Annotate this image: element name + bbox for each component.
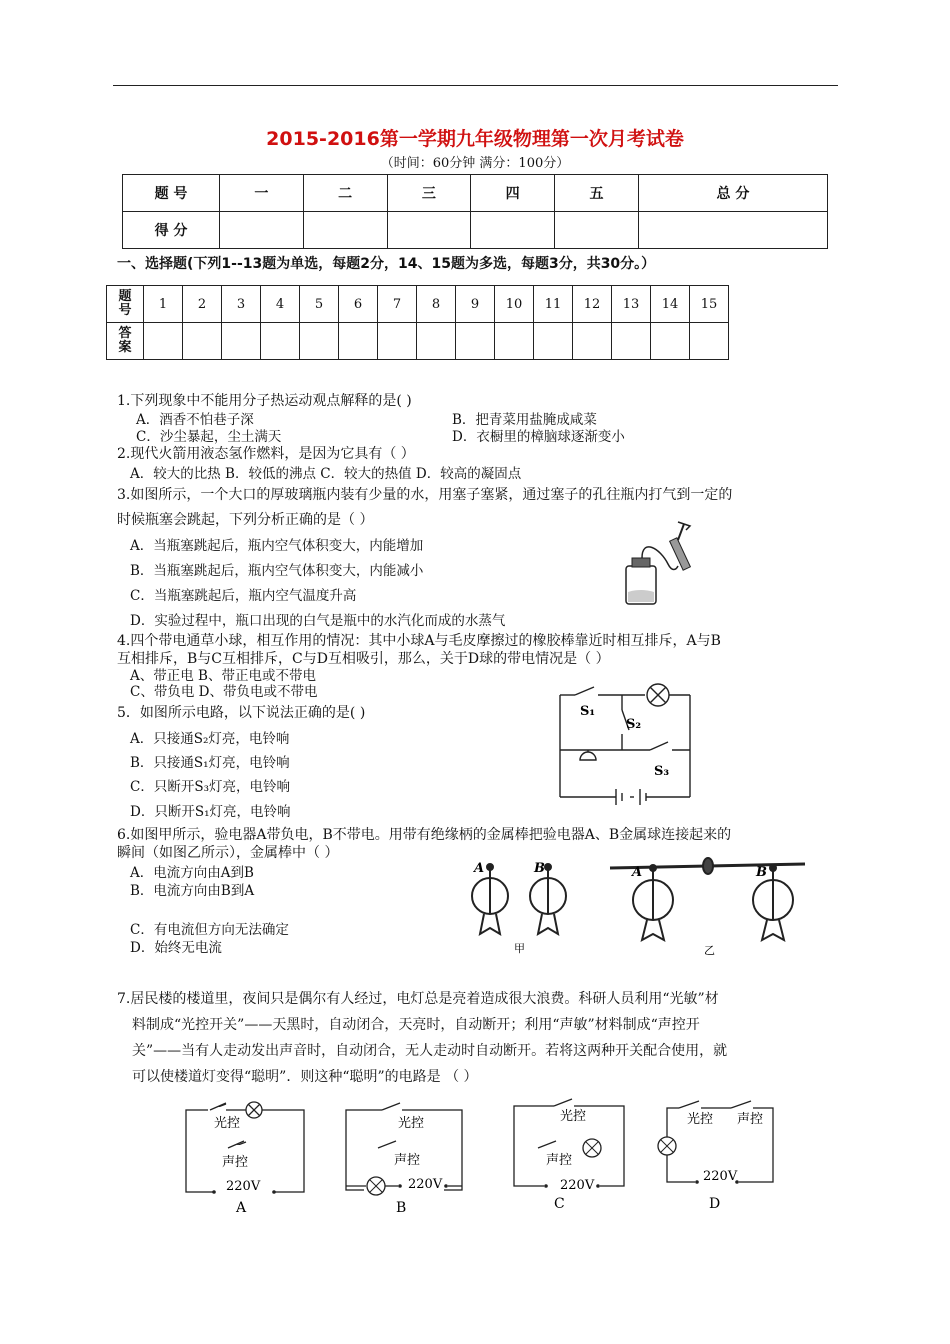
label-text: 题号 bbox=[118, 289, 132, 318]
voltage-label: 220V bbox=[226, 1179, 261, 1194]
light-control-label: 光控 bbox=[687, 1112, 714, 1127]
question-number: 9 bbox=[456, 286, 495, 323]
q1-option-a[interactable]: A．酒香不怕巷子深 bbox=[136, 412, 254, 428]
q3-option-d[interactable]: D．实验过程中，瓶口出现的白气是瓶中的水汽化而成的水蒸气 bbox=[130, 613, 506, 629]
question-number: 8 bbox=[417, 286, 456, 323]
sound-control-label: 声控 bbox=[394, 1153, 421, 1168]
q4-stem-line2: 互相排斥，B与C互相排斥，C与D互相吸引，那么，关于D球的带电情况是（ ） bbox=[117, 651, 610, 667]
score-header: 一 bbox=[220, 175, 304, 212]
score-header: 五 bbox=[555, 175, 639, 212]
light-control-label: 光控 bbox=[214, 1116, 241, 1131]
q3-option-c[interactable]: C．当瓶塞跳起后，瓶内空气温度升高 bbox=[130, 588, 357, 604]
score-cell[interactable] bbox=[555, 212, 639, 249]
q5-option-c[interactable]: C．只断开S₃灯亮，电铃响 bbox=[130, 779, 290, 795]
sound-control-label: 声控 bbox=[546, 1153, 573, 1168]
top-rule bbox=[113, 85, 838, 86]
answer-cell[interactable] bbox=[690, 323, 729, 360]
answer-table-label bbox=[107, 286, 144, 323]
circuit-option-b[interactable] bbox=[340, 1100, 470, 1220]
q6-option-b[interactable]: B．电流方向由B到A bbox=[130, 883, 255, 899]
q7-stem-line2: 料制成“光控开关”——天黑时，自动闭合，天亮时，自动断开；利用“声敏”材料制成“声控开 bbox=[132, 1017, 700, 1033]
score-header: 二 bbox=[303, 175, 387, 212]
question-number: 5 bbox=[300, 286, 339, 323]
voltage-label: 220V bbox=[408, 1177, 443, 1192]
answer-cell[interactable] bbox=[534, 323, 573, 360]
answer-cell[interactable] bbox=[144, 323, 183, 360]
voltage-label: 220V bbox=[560, 1178, 595, 1193]
circuit-option-a[interactable] bbox=[180, 1100, 310, 1220]
switch-label-s2: S₂ bbox=[626, 717, 642, 732]
q6-stem-line2: 瞬间（如图乙所示），金属棒中（ ） bbox=[117, 845, 339, 861]
light-control-label: 光控 bbox=[560, 1109, 587, 1124]
q6-stem-line1: 6.如图甲所示，验电器A带负电，B不带电。用带有绝缘柄的金属棒把验电器A、B金属球连接起来的 bbox=[117, 827, 732, 843]
q5-stem: 5．如图所示电路，以下说法正确的是( ) bbox=[117, 705, 366, 721]
q1-option-b[interactable]: B．把青菜用盐腌成咸菜 bbox=[452, 412, 597, 428]
score-header: 题 号 bbox=[123, 175, 220, 212]
question-number: 7 bbox=[378, 286, 417, 323]
q1-option-d[interactable]: D．衣橱里的樟脑球逐渐变小 bbox=[452, 429, 625, 445]
q6-option-d[interactable]: D．始终无电流 bbox=[130, 940, 222, 956]
score-cell[interactable] bbox=[303, 212, 387, 249]
score-header: 三 bbox=[387, 175, 471, 212]
q5-option-b[interactable]: B．只接通S₁灯亮，电铃响 bbox=[130, 755, 290, 771]
q4-options-cd[interactable]: C、带负电 D、带负电或不带电 bbox=[130, 684, 318, 700]
score-header: 总 分 bbox=[638, 175, 827, 212]
circuit-option-c[interactable] bbox=[508, 1098, 633, 1218]
answer-cell[interactable] bbox=[378, 323, 417, 360]
circuit-letter: A bbox=[236, 1200, 247, 1216]
light-control-label: 光控 bbox=[398, 1116, 425, 1131]
switch-label-s3: S₃ bbox=[654, 764, 670, 779]
exam-info: （时间：60分钟 满分：100分） bbox=[380, 156, 570, 171]
fig-caption-yi: 乙 bbox=[704, 944, 715, 957]
fig-label-b2: B bbox=[756, 865, 767, 880]
q6-option-c[interactable]: C．有电流但方向无法确定 bbox=[130, 922, 289, 938]
fig-label-a2: A bbox=[632, 865, 643, 880]
q3-stem-line2: 时候瓶塞会跳起，下列分析正确的是（ ） bbox=[117, 512, 374, 528]
q3-option-b[interactable]: B．当瓶塞跳起后，瓶内空气体积变大，内能减小 bbox=[130, 563, 424, 579]
q7-stem-line3: 关”——当有人走动发出声音时，自动闭合，无人走动时自动断开。若将这两种开关配合使用，就 bbox=[132, 1043, 728, 1059]
sound-control-label: 声控 bbox=[222, 1155, 249, 1170]
q1-option-c[interactable]: C．沙尘暴起，尘土满天 bbox=[136, 429, 282, 445]
answer-cell[interactable] bbox=[573, 323, 612, 360]
answer-cell[interactable] bbox=[456, 323, 495, 360]
electroscope-figure bbox=[460, 852, 810, 957]
score-cell[interactable] bbox=[220, 212, 304, 249]
q7-stem-line4: 可以使楼道灯变得“聪明”．则这种“聪明”的电路是 （ ） bbox=[132, 1069, 478, 1085]
q5-circuit-diagram bbox=[550, 680, 700, 805]
q3-option-a[interactable]: A．当瓶塞跳起后，瓶内空气体积变大，内能增加 bbox=[130, 538, 424, 554]
answer-cell[interactable] bbox=[417, 323, 456, 360]
answer-table-label bbox=[107, 323, 144, 360]
score-row-label: 得 分 bbox=[123, 212, 220, 249]
q7-stem-line1: 7.居民楼的楼道里，夜间只是偶尔有人经过，电灯总是亮着造成很大浪费。科研人员利用“光敏”材 bbox=[117, 991, 719, 1007]
answer-table bbox=[106, 285, 729, 360]
score-cell[interactable] bbox=[471, 212, 555, 249]
fig-label-b: B bbox=[534, 861, 545, 876]
score-header: 四 bbox=[471, 175, 555, 212]
circuit-letter: B bbox=[396, 1200, 407, 1216]
circuit-letter: C bbox=[554, 1196, 565, 1212]
answer-cell[interactable] bbox=[612, 323, 651, 360]
question-number: 11 bbox=[534, 286, 573, 323]
answer-cell[interactable] bbox=[261, 323, 300, 360]
answer-cell[interactable] bbox=[222, 323, 261, 360]
q5-option-a[interactable]: A．只接通S₂灯亮，电铃响 bbox=[130, 731, 290, 747]
fig-caption-jia: 甲 bbox=[514, 942, 525, 955]
bottle-pump-figure bbox=[620, 518, 700, 608]
question-number: 14 bbox=[651, 286, 690, 323]
score-cell[interactable] bbox=[638, 212, 827, 249]
section-heading: 一、选择题(下列1--13题为单选，每题2分，14、15题为多选，每题3分，共30分。） bbox=[117, 256, 656, 272]
question-number: 2 bbox=[183, 286, 222, 323]
question-number: 4 bbox=[261, 286, 300, 323]
question-number: 10 bbox=[495, 286, 534, 323]
q1-stem: 1.下列现象中不能用分子热运动观点解释的是( ) bbox=[117, 393, 412, 409]
label-text: 答案 bbox=[118, 326, 132, 355]
page-title: 2015-2016第一学期九年级物理第一次月考试卷 bbox=[266, 128, 684, 150]
answer-cell[interactable] bbox=[495, 323, 534, 360]
q4-stem-line1: 4.四个带电通草小球，相互作用的情况：其中小球A与毛皮摩擦过的橡胶棒靠近时相互排斥，A与B bbox=[117, 633, 721, 649]
answer-cell[interactable] bbox=[339, 323, 378, 360]
sound-control-label: 声控 bbox=[737, 1112, 764, 1127]
question-number: 6 bbox=[339, 286, 378, 323]
score-table bbox=[122, 174, 828, 249]
answer-cell[interactable] bbox=[651, 323, 690, 360]
question-number: 3 bbox=[222, 286, 261, 323]
q2-options[interactable]: A．较大的比热 B．较低的沸点 C．较大的热值 D．较高的凝固点 bbox=[130, 466, 522, 482]
fig-label-a: A bbox=[474, 861, 485, 876]
question-number: 15 bbox=[690, 286, 729, 323]
answer-cell[interactable] bbox=[183, 323, 222, 360]
q6-option-a[interactable]: A．电流方向由A到B bbox=[130, 865, 254, 881]
score-cell[interactable] bbox=[387, 212, 471, 249]
question-number: 12 bbox=[573, 286, 612, 323]
switch-label-s1: S₁ bbox=[580, 704, 596, 719]
q4-options-ab[interactable]: A、带正电 B、带正电或不带电 bbox=[130, 668, 316, 684]
voltage-label: 220V bbox=[703, 1169, 738, 1184]
question-number: 1 bbox=[144, 286, 183, 323]
q5-option-d[interactable]: D．只断开S₁灯亮，电铃响 bbox=[130, 804, 291, 820]
q3-stem-line1: 3.如图所示，一个大口的厚玻璃瓶内装有少量的水，用塞子塞紧，通过塞子的孔往瓶内打气到一定的 bbox=[117, 487, 733, 503]
q2-stem: 2.现代火箭用液态氢作燃料，是因为它具有（ ） bbox=[117, 446, 415, 462]
circuit-letter: D bbox=[709, 1196, 721, 1212]
circuit-option-d[interactable] bbox=[655, 1096, 785, 1216]
answer-cell[interactable] bbox=[300, 323, 339, 360]
question-number: 13 bbox=[612, 286, 651, 323]
